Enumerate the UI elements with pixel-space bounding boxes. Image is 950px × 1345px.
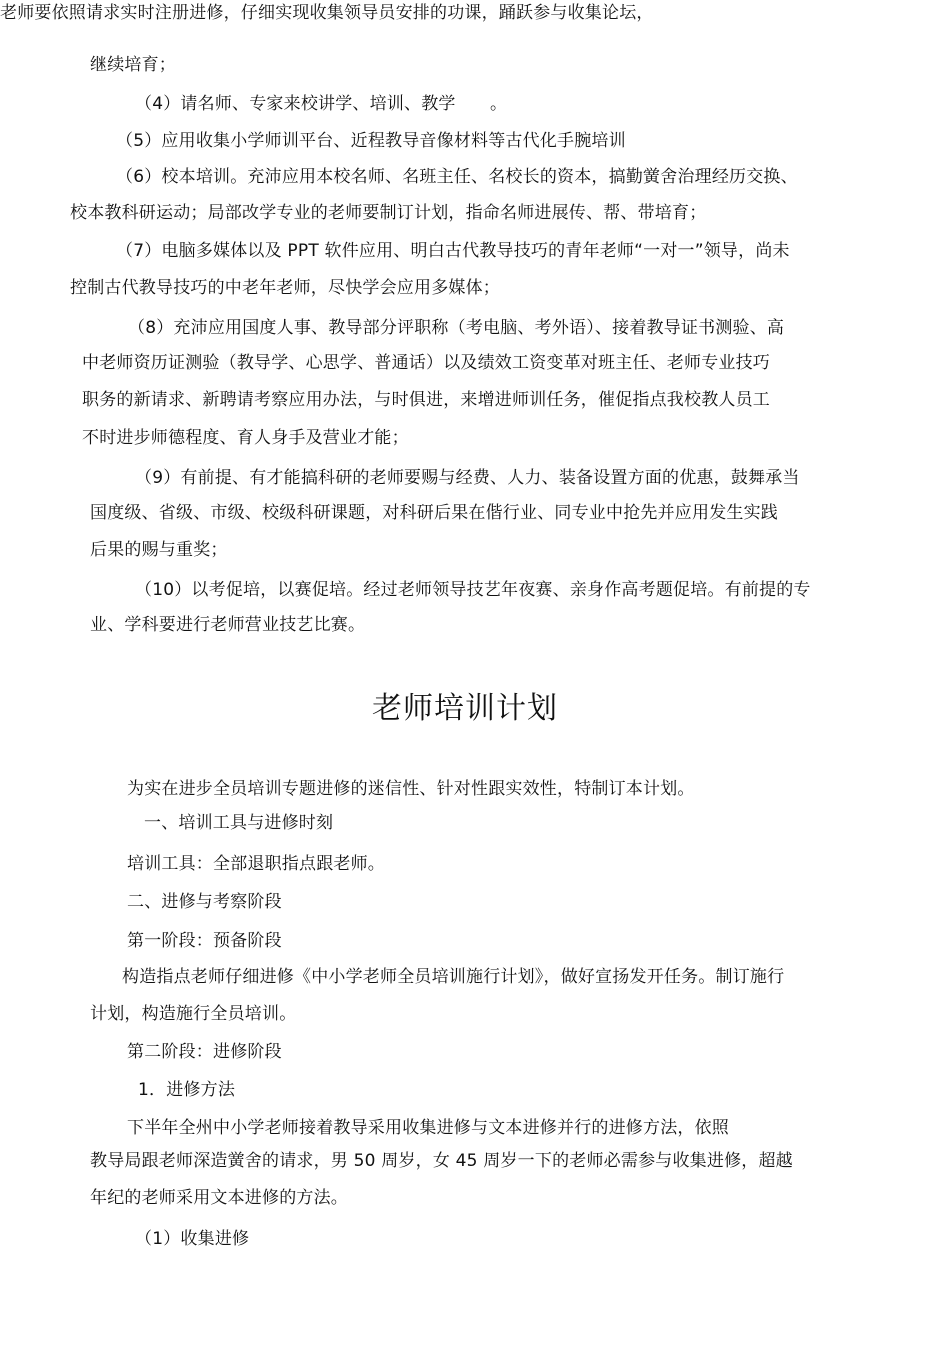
- paragraph-line: 校本教科研运动；局部改学专业的老师要制订计划，指命名师进展传、帮、带培育；: [70, 203, 707, 223]
- paragraph-line: 教导局跟老师深造黉舍的请求，男 50 周岁，女 45 周岁一下的老师必需参与收集进修，超越: [90, 1151, 793, 1171]
- subsection-heading: 第一阶段：预备阶段: [127, 931, 282, 951]
- paragraph-line: 不时进步师德程度、育人身手及营业才能；: [82, 428, 409, 448]
- list-item: 1．进修方法: [138, 1080, 236, 1100]
- list-item: （10）以考促培，以赛促培。经过老师领导技艺年夜赛、亲身作高考题促培。有前提的专: [135, 580, 811, 600]
- section-heading: 二、进修与考察阶段: [127, 892, 282, 912]
- paragraph-line: 培训工具：全部退职指点跟老师。: [127, 854, 385, 874]
- list-item: （8）充沛应用国度人事、教导部分评职称（考电脑、考外语）、接着教导证书测验、高: [128, 318, 785, 338]
- paragraph-line: 国度级、省级、市级、校级科研课题，对科研后果在偕行业、同专业中抢先并应用发生实践: [90, 503, 778, 523]
- list-item: （7）电脑多媒体以及 PPT 软件应用、明白古代教导技巧的青年老师“一对一”领导，尚未: [116, 241, 790, 261]
- paragraph-line: 年纪的老师采用文本进修的方法。: [90, 1188, 348, 1208]
- page-title: 老师培训计划: [372, 691, 558, 726]
- list-item: （9）有前提、有才能搞科研的老师要赐与经费、人力、装备设置方面的优惠，鼓舞承当: [135, 468, 800, 488]
- paragraph-line: 老师要依照请求实时注册进修，仔细实现收集领导员安排的功课，踊跃参与收集论坛，: [0, 3, 654, 23]
- paragraph-line: 计划，构造施行全员培训。: [90, 1004, 297, 1024]
- list-item: （1）收集进修: [135, 1229, 250, 1249]
- paragraph-line: 构造指点老师仔细进修《中小学老师全员培训施行计划》，做好宣扬发开任务。制订施行: [122, 967, 785, 987]
- paragraph-line: 继续培育；: [90, 55, 176, 75]
- paragraph-line: 职务的新请求、新聘请考察应用办法，与时俱进，来增进师训任务，催促指点我校教人员工: [82, 390, 770, 410]
- paragraph-line: 后果的赐与重奖；: [90, 540, 228, 560]
- section-heading: 一、培训工具与进修时刻: [144, 813, 334, 833]
- paragraph-line: 下半年全州中小学老师接着教导采用收集进修与文本进修并行的进修方法，依照: [127, 1118, 729, 1138]
- list-item: （4）请名师、专家来校讲学、培训、教学 。: [135, 94, 508, 114]
- list-item: （6）校本培训。充沛应用本校名师、名班主任、名校长的资本，搞勤黉舍治理经历交换、: [116, 167, 798, 187]
- paragraph-line: 控制古代教导技巧的中老年老师，尽快学会应用多媒体；: [70, 278, 500, 298]
- paragraph-line: 中老师资历证测验（教导学、心思学、普通话）以及绩效工资变革对班主任、老师专业技巧: [82, 353, 770, 373]
- list-item: （5）应用收集小学师训平台、近程教导音像材料等古代化手腕培训: [116, 131, 626, 151]
- subsection-heading: 第二阶段：进修阶段: [127, 1042, 282, 1062]
- paragraph-line: 为实在进步全员培训专题进修的迷信性、针对性跟实效性，特制订本计划。: [127, 779, 695, 799]
- paragraph-line: 业、学科要进行老师营业技艺比赛。: [90, 615, 366, 635]
